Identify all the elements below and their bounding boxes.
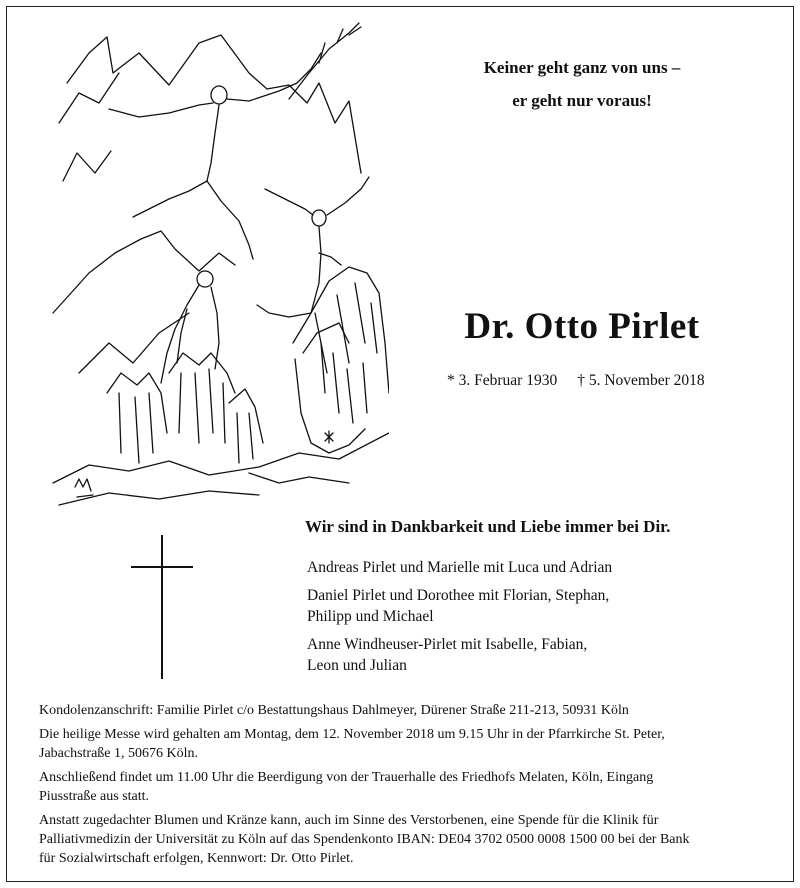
life-dates: [447, 372, 705, 390]
family-list: [307, 557, 747, 683]
donation-notice-line: Anstatt zugedachter Blumen und Kränze kann, auch im Sinne des Verstorbenen, eine Spende für die Klinik für: [39, 813, 659, 828]
ink-drawing-illustration: [49, 13, 389, 521]
mass-notice-line: Jabachstraße 1, 50676 Köln.: [39, 746, 199, 761]
family-entry: [307, 634, 747, 676]
burial-notice: [39, 768, 779, 806]
family-entry-line: Anne Windheuser-Pirlet mit Isabelle, Fabian,: [307, 636, 588, 653]
death-date: † 5. November 2018: [577, 372, 705, 389]
burial-notice-line: Piusstraße aus statt.: [39, 789, 150, 804]
family-entry: [307, 557, 747, 578]
donation-notice-line: Palliativmedizin der Universität zu Köln auf das Spendenkonto IBAN: DE04 3702 0500 0008 1500 00 bei der Bank: [39, 832, 690, 847]
mass-notice-line: Die heilige Messe wird gehalten am Montag, dem 12. November 2018 um 9.15 Uhr in der Pfarrkirche St. Peter,: [39, 727, 665, 742]
birth-date: * 3. Februar 1930: [447, 372, 558, 389]
obituary-frame: [6, 6, 794, 882]
donation-notice: [39, 811, 779, 868]
family-entry: [307, 585, 747, 627]
motto-line-1: Keiner geht ganz von uns –: [483, 58, 681, 77]
family-entry-line: Daniel Pirlet und Dorothee mit Florian, Stephan,: [307, 587, 610, 604]
latin-cross-icon: [131, 535, 193, 679]
motto: [427, 51, 737, 117]
gratitude-line: Wir sind in Dankbarkeit und Liebe immer bei Dir.: [305, 517, 671, 536]
deceased-name: Dr. Otto Pirlet: [464, 306, 700, 347]
donation-notice-line: für Sozialwirtschaft erfolgen, Kennwort: Dr. Otto Pirlet.: [39, 851, 354, 866]
condolence-address: Kondolenzanschrift: Familie Pirlet c/o Bestattungshaus Dahlmeyer, Dürener Straße 211-213, 50931 Köln: [39, 703, 629, 718]
burial-notice-line: Anschließend findet um 11.00 Uhr die Beerdigung von der Trauerhalle des Friedhofs Melaten, Köln, Eingang: [39, 770, 654, 785]
funeral-information: [39, 701, 779, 873]
family-entry-line: Philipp und Michael: [307, 608, 434, 625]
family-entry-line: Andreas Pirlet und Marielle mit Luca und Adrian: [307, 559, 613, 576]
family-entry-line: Leon und Julian: [307, 657, 407, 674]
motto-line-2: er geht nur voraus!: [512, 91, 652, 110]
mass-notice: [39, 725, 779, 763]
